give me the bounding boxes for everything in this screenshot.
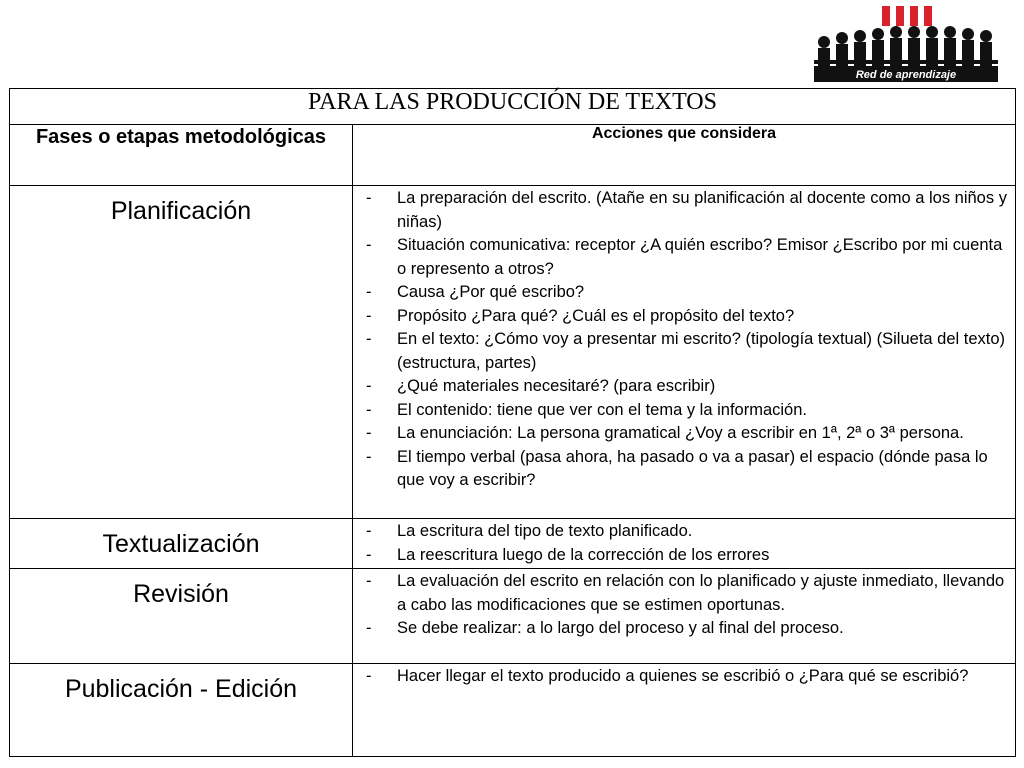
- actions-cell: [353, 186, 1016, 519]
- list-item: - La evaluación del escrito en relación con lo planificado y ajuste inmediato, llevando a cabo las modificaciones que se estimen oportunas.: [366, 572, 1005, 614]
- actions-cell: [353, 519, 1016, 569]
- action-text: Se debe realizar: a lo largo del proceso y al final del proceso.: [397, 619, 844, 637]
- actions-cell: [353, 569, 1016, 664]
- logo-caption: Red de aprendizaje: [855, 69, 957, 81]
- action-text: En el texto: ¿Cómo voy a presentar mi escrito? (tipología textual) (Silueta del texto) (estructura, partes): [397, 330, 1006, 372]
- red-de-aprendizaje-logo: [812, 4, 1002, 84]
- action-text: Propósito ¿Para qué? ¿Cuál es el propósito del texto?: [397, 306, 795, 325]
- list-item: - La escritura del tipo de texto planificado.: [366, 522, 693, 540]
- list-item: - En el texto: ¿Cómo voy a presentar mi escrito? (tipología textual) (Silueta del texto) (estructura, partes): [366, 330, 1006, 372]
- list-item: - La preparación del escrito. (Atañe en su planificación al docente como a los niños y niñas): [366, 189, 1007, 231]
- action-text: Causa ¿Por qué escribo?: [397, 283, 585, 301]
- actions-list: [359, 520, 1009, 567]
- list-item: - El contenido: tiene que ver con el tema y la información.: [366, 400, 807, 419]
- header-actions: Acciones que considera: [353, 125, 1016, 186]
- list-item: - Propósito ¿Para qué? ¿Cuál es el propósito del texto?: [366, 306, 795, 325]
- action-text: El contenido: tiene que ver con el tema y la información.: [397, 400, 807, 419]
- list-item: - Causa ¿Por qué escribo?: [366, 283, 585, 301]
- phase-label: Publicación - Edición: [10, 664, 353, 757]
- list-item: - La enunciación: La persona gramatical ¿Voy a escribir en 1ª, 2ª o 3ª persona.: [366, 424, 964, 442]
- actions-list: [359, 665, 1009, 689]
- action-text: La reescritura luego de la corrección de los errores: [397, 545, 770, 564]
- phase-label: Planificación: [10, 186, 353, 519]
- list-item: - ¿Qué materiales necesitaré? (para escribir): [366, 377, 716, 395]
- actions-cell: [353, 664, 1016, 757]
- list-item: - Situación comunicativa: receptor ¿A quién escribo? Emisor ¿Escribo por mi cuenta o represento a otros?: [366, 236, 1003, 278]
- actions-list: [359, 570, 1009, 641]
- action-text: La enunciación: La persona gramatical ¿Voy a escribir en 1ª, 2ª o 3ª persona.: [397, 424, 964, 442]
- phase-label: Textualización: [10, 519, 353, 569]
- table-row: [10, 664, 1016, 757]
- header-phases: Fases o etapas metodológicas: [10, 125, 353, 186]
- action-text: Situación comunicativa: receptor ¿A quién escribo? Emisor ¿Escribo por mi cuenta o represento a otros?: [397, 236, 1003, 278]
- table-row: [10, 569, 1016, 664]
- list-item: - Se debe realizar: a lo largo del proceso y al final del proceso.: [366, 619, 844, 637]
- action-text: La evaluación del escrito en relación con lo planificado y ajuste inmediato, llevando a cabo las modificaciones que se estimen oportunas.: [397, 572, 1005, 614]
- table-row: [10, 519, 1016, 569]
- list-item: - El tiempo verbal (pasa ahora, ha pasado o va a pasar) el espacio (dónde pasa lo que voy a escribir?: [366, 447, 988, 489]
- table-title: PARA LAS PRODUCCIÓN DE TEXTOS: [10, 89, 1016, 125]
- action-text: La escritura del tipo de texto planificado.: [397, 522, 693, 540]
- table-row: [10, 186, 1016, 519]
- phase-label: Revisión: [10, 569, 353, 664]
- action-text: La preparación del escrito. (Atañe en su planificación al docente como a los niños y niñas): [397, 189, 1007, 231]
- actions-list: [359, 187, 1009, 493]
- action-text: ¿Qué materiales necesitaré? (para escribir): [397, 377, 716, 395]
- action-text: Hacer llegar el texto producido a quienes se escribió o ¿Para qué se escribió?: [397, 667, 969, 685]
- action-text: El tiempo verbal (pasa ahora, ha pasado o va a pasar) el espacio (dónde pasa lo que voy a escribir?: [397, 447, 988, 489]
- list-item: - La reescritura luego de la corrección de los errores: [366, 545, 770, 564]
- list-item: - Hacer llegar el texto producido a quienes se escribió o ¿Para qué se escribió?: [366, 667, 969, 685]
- production-table: [9, 88, 1016, 757]
